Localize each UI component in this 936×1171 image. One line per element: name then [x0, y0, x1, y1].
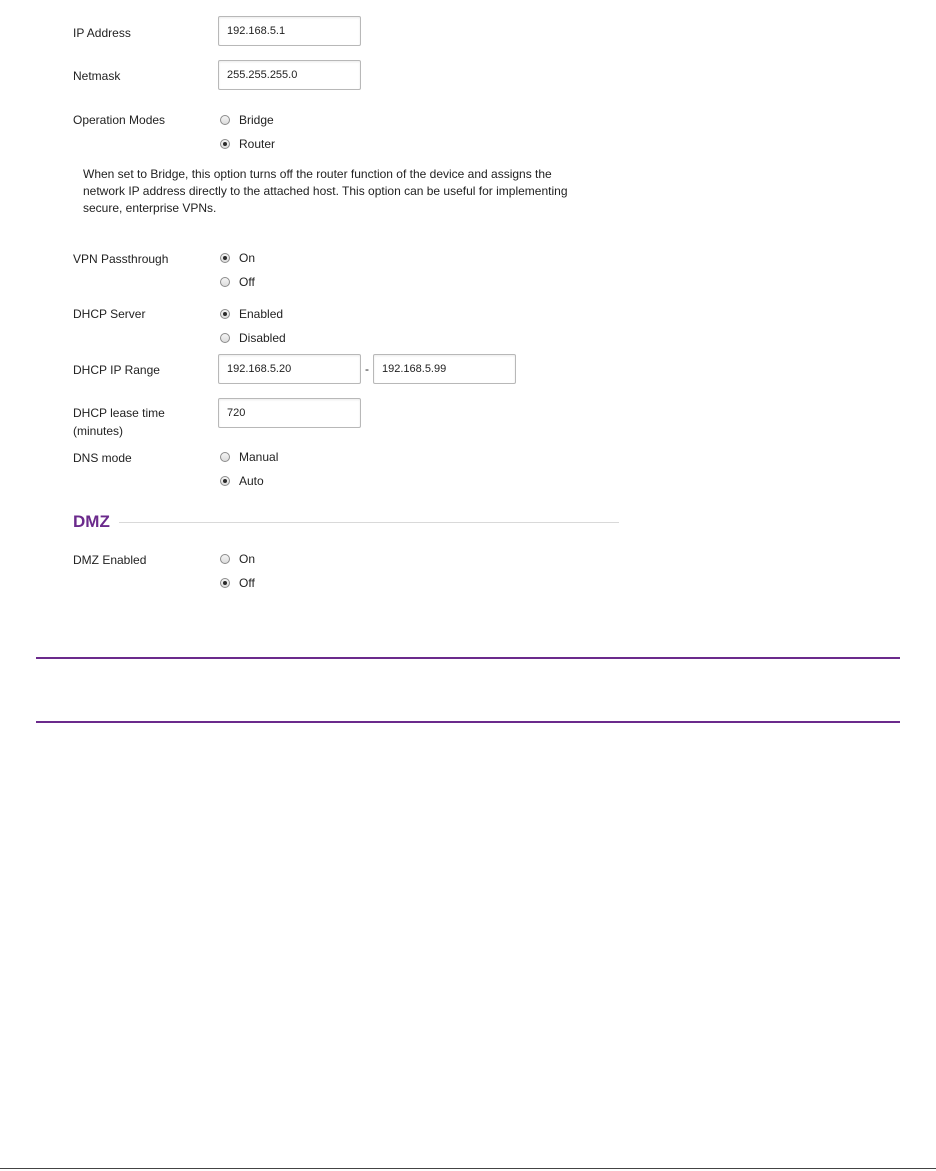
dmz-section-title: DMZ [73, 512, 110, 531]
dhcp-range-start-input[interactable] [218, 354, 361, 384]
dhcp-lease-time-label [73, 404, 165, 440]
dns-mode-label: DNS mode [73, 451, 132, 465]
dhcp-server-enabled-label: Enabled [239, 307, 284, 321]
radio-button-icon[interactable] [220, 139, 230, 149]
vpn-passthrough-on-label: On [239, 251, 256, 265]
dns-mode-manual-label: Manual [239, 450, 279, 464]
dhcp-range-end-input[interactable] [373, 354, 516, 384]
operation-mode-router-option[interactable] [220, 135, 275, 153]
operation-mode-description: When set to Bridge, this option turns off the router function of the device and assigns the network IP address directly to the attached host. This option can be useful for implementing secure, enterprise VPNs. [83, 167, 568, 215]
vpn-passthrough-label: VPN Passthrough [73, 252, 169, 266]
footer-divider-bottom [36, 721, 900, 723]
dhcp-server-label: DHCP Server [73, 307, 146, 321]
dns-mode-auto-label: Auto [239, 474, 264, 488]
footer-divider-top [36, 657, 900, 659]
radio-button-icon[interactable] [220, 253, 230, 263]
dhcp-range-separator: - [365, 362, 369, 376]
radio-button-icon[interactable] [220, 554, 230, 564]
radio-button-icon[interactable] [220, 277, 230, 287]
operation-modes-label: Operation Modes [73, 113, 166, 127]
operation-mode-router-label: Router [239, 137, 276, 151]
dhcp-ip-range-label: DHCP IP Range [73, 363, 160, 377]
netmask-input[interactable] [218, 60, 361, 90]
dhcp-lease-time-label-line2: (minutes) [73, 424, 124, 438]
dhcp-server-disabled-option[interactable] [220, 329, 286, 347]
operation-mode-bridge-label: Bridge [239, 113, 274, 127]
radio-button-icon[interactable] [220, 115, 230, 125]
dhcp-lease-time-input[interactable] [218, 398, 361, 428]
dmz-enabled-label: DMZ Enabled [73, 553, 147, 567]
radio-button-icon[interactable] [220, 452, 230, 462]
dmz-section-divider [119, 522, 619, 523]
radio-button-icon[interactable] [220, 578, 230, 588]
dmz-on-option[interactable] [220, 550, 255, 568]
dmz-off-option[interactable] [220, 574, 255, 592]
vpn-passthrough-off-option[interactable] [220, 273, 255, 291]
radio-button-icon[interactable] [220, 476, 230, 486]
dns-mode-manual-option[interactable] [220, 448, 278, 466]
dhcp-lease-time-label-line1: DHCP lease time [73, 406, 165, 420]
operation-mode-bridge-option[interactable] [220, 111, 274, 129]
ip-address-input[interactable] [218, 16, 361, 46]
radio-button-icon[interactable] [220, 333, 230, 343]
netmask-label: Netmask [73, 69, 121, 83]
dmz-on-label: On [239, 552, 256, 566]
ip-address-label: IP Address [73, 26, 131, 40]
dmz-off-label: Off [239, 576, 255, 590]
vpn-passthrough-off-label: Off [239, 275, 255, 289]
dhcp-server-disabled-label: Disabled [239, 331, 286, 345]
dhcp-server-enabled-option[interactable] [220, 305, 283, 323]
vpn-passthrough-on-option[interactable] [220, 249, 255, 267]
dns-mode-auto-option[interactable] [220, 472, 264, 490]
radio-button-icon[interactable] [220, 309, 230, 319]
page-bottom-border [0, 1168, 936, 1169]
